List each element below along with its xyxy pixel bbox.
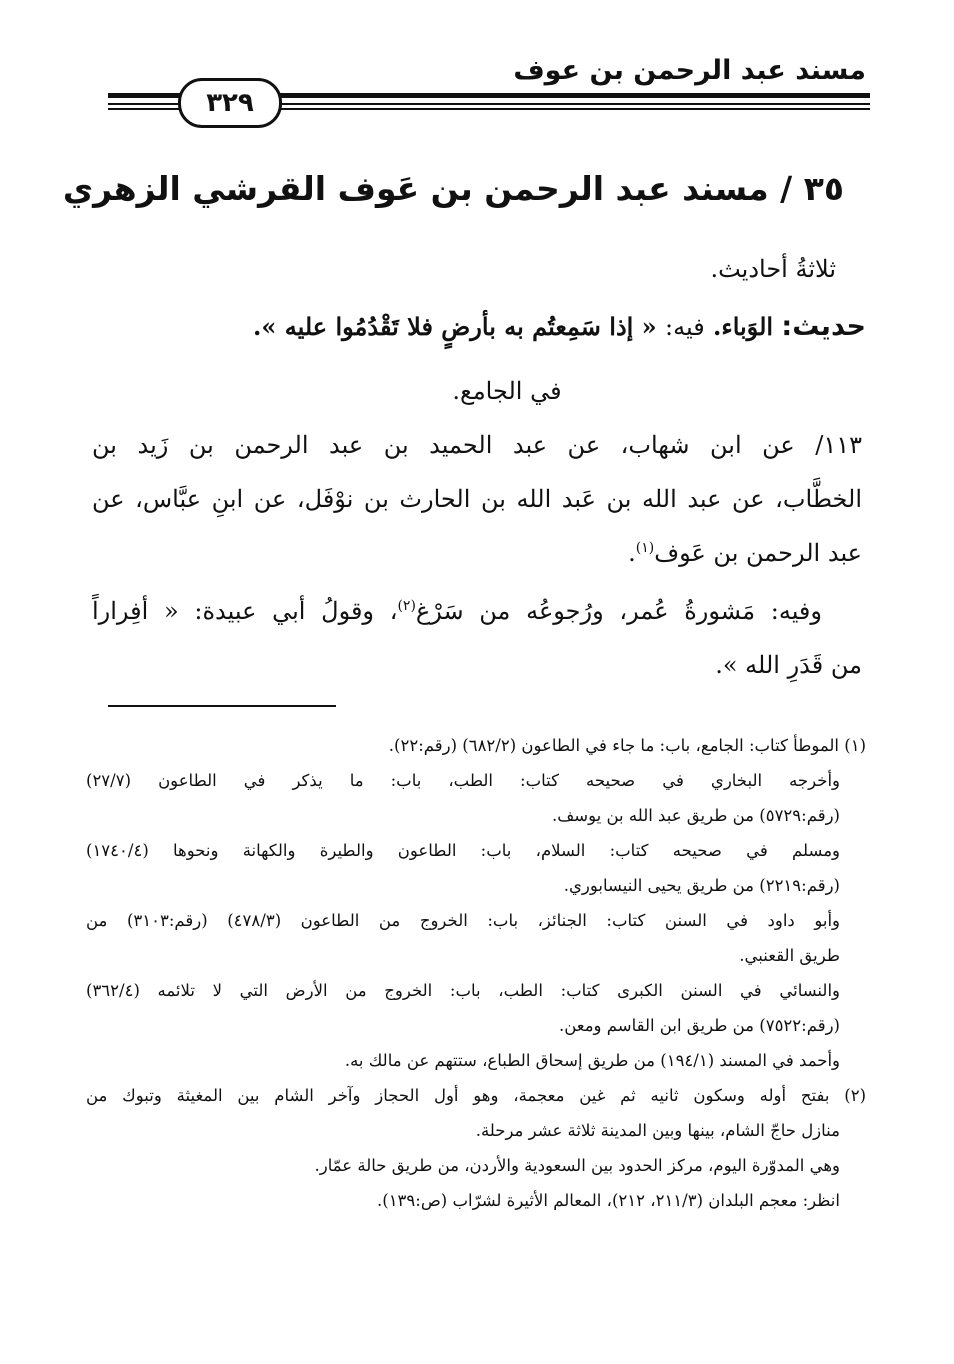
footnote-line: (رقم:٢٢١٩) من طريق يحيى النيسابوري.	[563, 876, 840, 895]
content-text: وفيه: مَشورةُ عُمر، ورُجوعُه من سَرْغ	[415, 597, 822, 625]
footnote-line: طريق القعنبي.	[739, 946, 840, 965]
footnote-line: وأحمد في المسند (١٩٤/١) من طريق إسحاق الطباع، ستتهم عن مالك به.	[344, 1051, 840, 1070]
isnad-end: .	[628, 539, 636, 567]
footnote-line: (رقم:٧٥٢٢) من طريق ابن القاسم ومعن.	[558, 1016, 840, 1035]
footnote-line: والنسائي في السنن الكبرى كتاب: الطب، باب: الخروج من الأرض التي لا تلائمه (٣٦٢/٤)	[86, 981, 840, 1000]
footnote-line: منازل حاجّ الشام، بينها وبين المدينة ثلاثة عشر مرحلة.	[475, 1121, 840, 1140]
content-line	[92, 584, 862, 638]
hadith-count: ثلاثةُ أحاديث.	[710, 255, 836, 283]
hadith-quote: « إذا سَمِعتُم به بأرضٍ فلا تَقْدُمُوا عليه ».	[253, 312, 657, 341]
content-line-last: من قَدَرِ الله ».	[715, 651, 862, 679]
chapter-title: ٣٥ / مسند عبد الرحمن بن عَوف القرشي الزهري	[62, 169, 844, 208]
footnote-line: انظر: معجم البلدان (٢١١/٣، ٢١٢)، المعالم الأثيرة لشرّاب (ص:١٣٩).	[377, 1191, 840, 1210]
isnad-line-last	[92, 526, 862, 580]
hadith-topic: الوَباء.	[713, 312, 774, 341]
footnote-line: (١) الموطأ كتاب: الجامع، باب: ما جاء في الطاعون (٦٨٢/٢) (رقم:٢٢).	[388, 736, 866, 755]
footnote-line: (رقم:٥٧٢٩) من طريق عبد الله بن يوسف.	[551, 806, 840, 825]
footnotes	[86, 728, 866, 1218]
footnote-line: وأبو داود في السنن كتاب: الجنائز، باب: الخروج من الطاعون (٤٧٨/٣) (رقم:٣١٠٣) من	[86, 911, 840, 930]
footnote-separator	[108, 705, 336, 707]
footnote-line: ومسلم في صحيحه كتاب: السلام، باب: الطاعون والطيرة والكهانة ونحوها (١٧٤٠/٤)	[86, 841, 840, 860]
isnad-line: الخطَّاب، عن عبد الله بن عَبد الله بن الحارث بن نوْفَل، عن ابنِ عبَّاس، عن	[92, 485, 862, 513]
isnad-line-text: عبد الرحمن بن عَوف	[654, 539, 862, 567]
content-paragraph	[92, 584, 862, 692]
footnote-ref-1: (١)	[635, 540, 655, 556]
page-number: ٣٢٩	[178, 78, 282, 128]
hadith-fihi: فيه:	[665, 313, 705, 341]
footnote-line: وهي المدوّرة اليوم، مركز الحدود بين السعودية والأردن، من طريق حالة عمّار.	[314, 1156, 840, 1175]
footnote-ref-2: (٢)	[397, 598, 416, 614]
isnad-paragraph	[92, 418, 862, 580]
content-text: ، وقولُ أبي عبيدة: « أفِراراً	[92, 597, 398, 625]
footnote-line: وأخرجه البخاري في صحيحه كتاب: الطب، باب: ما يذكر في الطاعون (٢٧/٧)	[86, 771, 840, 790]
footnote-line: (٢) بفتح أوله وسكون ثانيه ثم غين معجمة، وهو أول الحجاز وآخر الشام بين المغيثة وتبوك من	[86, 1086, 866, 1105]
hadith-source: في الجامع.	[452, 377, 562, 405]
running-head: مسند عبد الرحمن بن عوف	[513, 55, 866, 86]
hadith-keyword: حديث:	[781, 311, 866, 342]
hadith-heading	[96, 302, 866, 352]
isnad-line: ١١٣/ عن ابن شهاب، عن عبد الحميد بن عبد الرحمن بن زَيد بن	[92, 431, 862, 459]
